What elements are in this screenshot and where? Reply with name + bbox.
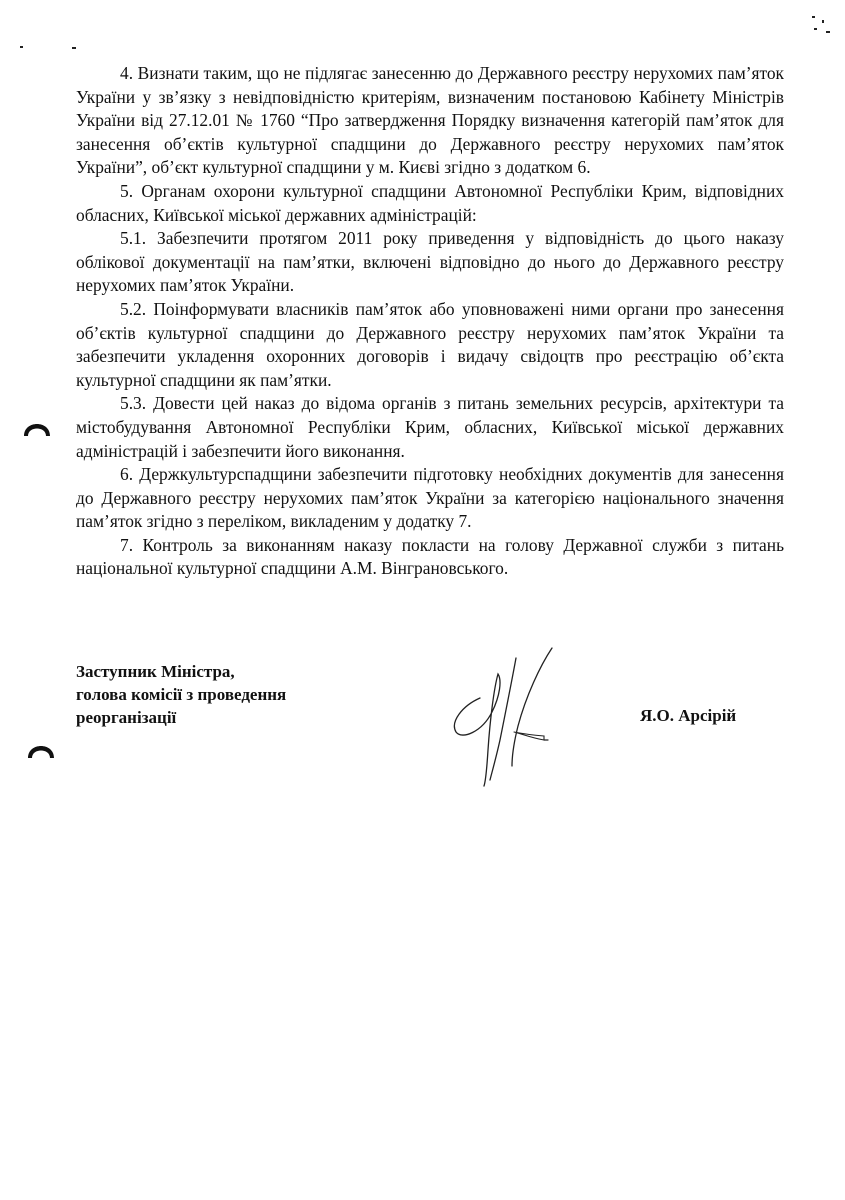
scan-speck [826,31,830,33]
scan-speck [822,20,824,23]
signatory-title-line: Заступник Міністра, [76,662,235,681]
scan-speck [812,16,815,18]
punch-hole-icon [22,412,52,442]
scan-speck [72,47,76,49]
signatory-title [76,660,286,729]
paragraph-6: 6. Держкультурспадщини забезпечити підготовку необхідних документів для занесення до Державного реєстру нерухомих пам’яток України за категорією національного значення пам’яток згідно з переліком, викладеним у додатку 7. [76,464,784,532]
paragraph-5-2: 5.2. Поінформувати власників пам’яток або уповноважені ними органи про занесення об’єктів культурної спадщини до Державного реєстру нерухомих пам’яток України та забезпечити укладення охоронних договорів і видачу свідоцтв про реєстрацію об’єкта культурної спадщини як пам’ятки. [76,298,784,390]
scan-speck [814,28,817,30]
punch-hole-icon [26,734,56,764]
signer-name: Я.О. Арсірій [640,706,737,725]
paragraph-5: 5. Органам охорони культурної спадщини Автономної Республіки Крим, відповідних обласних, Київської міської державних адміністрацій: [76,180,784,225]
scan-speck [20,46,23,48]
paragraph-7: 7. Контроль за виконанням наказу покласти на голову Державної служби з питань національної культурної спадщини А.М. Вінграновського. [76,534,784,579]
paragraph-5-1: 5.1. Забезпечити протягом 2011 року приведення у відповідність до цього наказу облікової документації на пам’ятки, включені відповідно до нього до Державного реєстру нерухомих пам’яток України. [76,228,784,296]
paragraph-4: 4. Визнати таким, що не підлягає занесенню до Державного реєстру нерухомих пам’яток України у зв’язку з невідповідністю критеріям, визначеним постановою Кабінету Міністрів України від 27.12.01 № 1760 “Про затвердження Порядку визначення категорій пам’яток для занесення об’єктів культурної спадщини до Державного реєстру нерухомих пам’яток України”, об’єкт культурної спадщини у м. Києві згідно з додатком 6. [76,63,784,178]
paragraph-5-3: 5.3. Довести цей наказ до відома органів з питань земельних ресурсів, архітектури та містобудування Автономної Республіки Крим, обласних, Київської міської державних адміністрацій і забезпечити його виконання. [76,393,784,461]
handwritten-signature [440,640,590,790]
signatory-title-line: реорганізації [76,708,177,727]
signatory-title-line: голова комісії з проведення [76,685,287,704]
order-text [76,62,784,581]
